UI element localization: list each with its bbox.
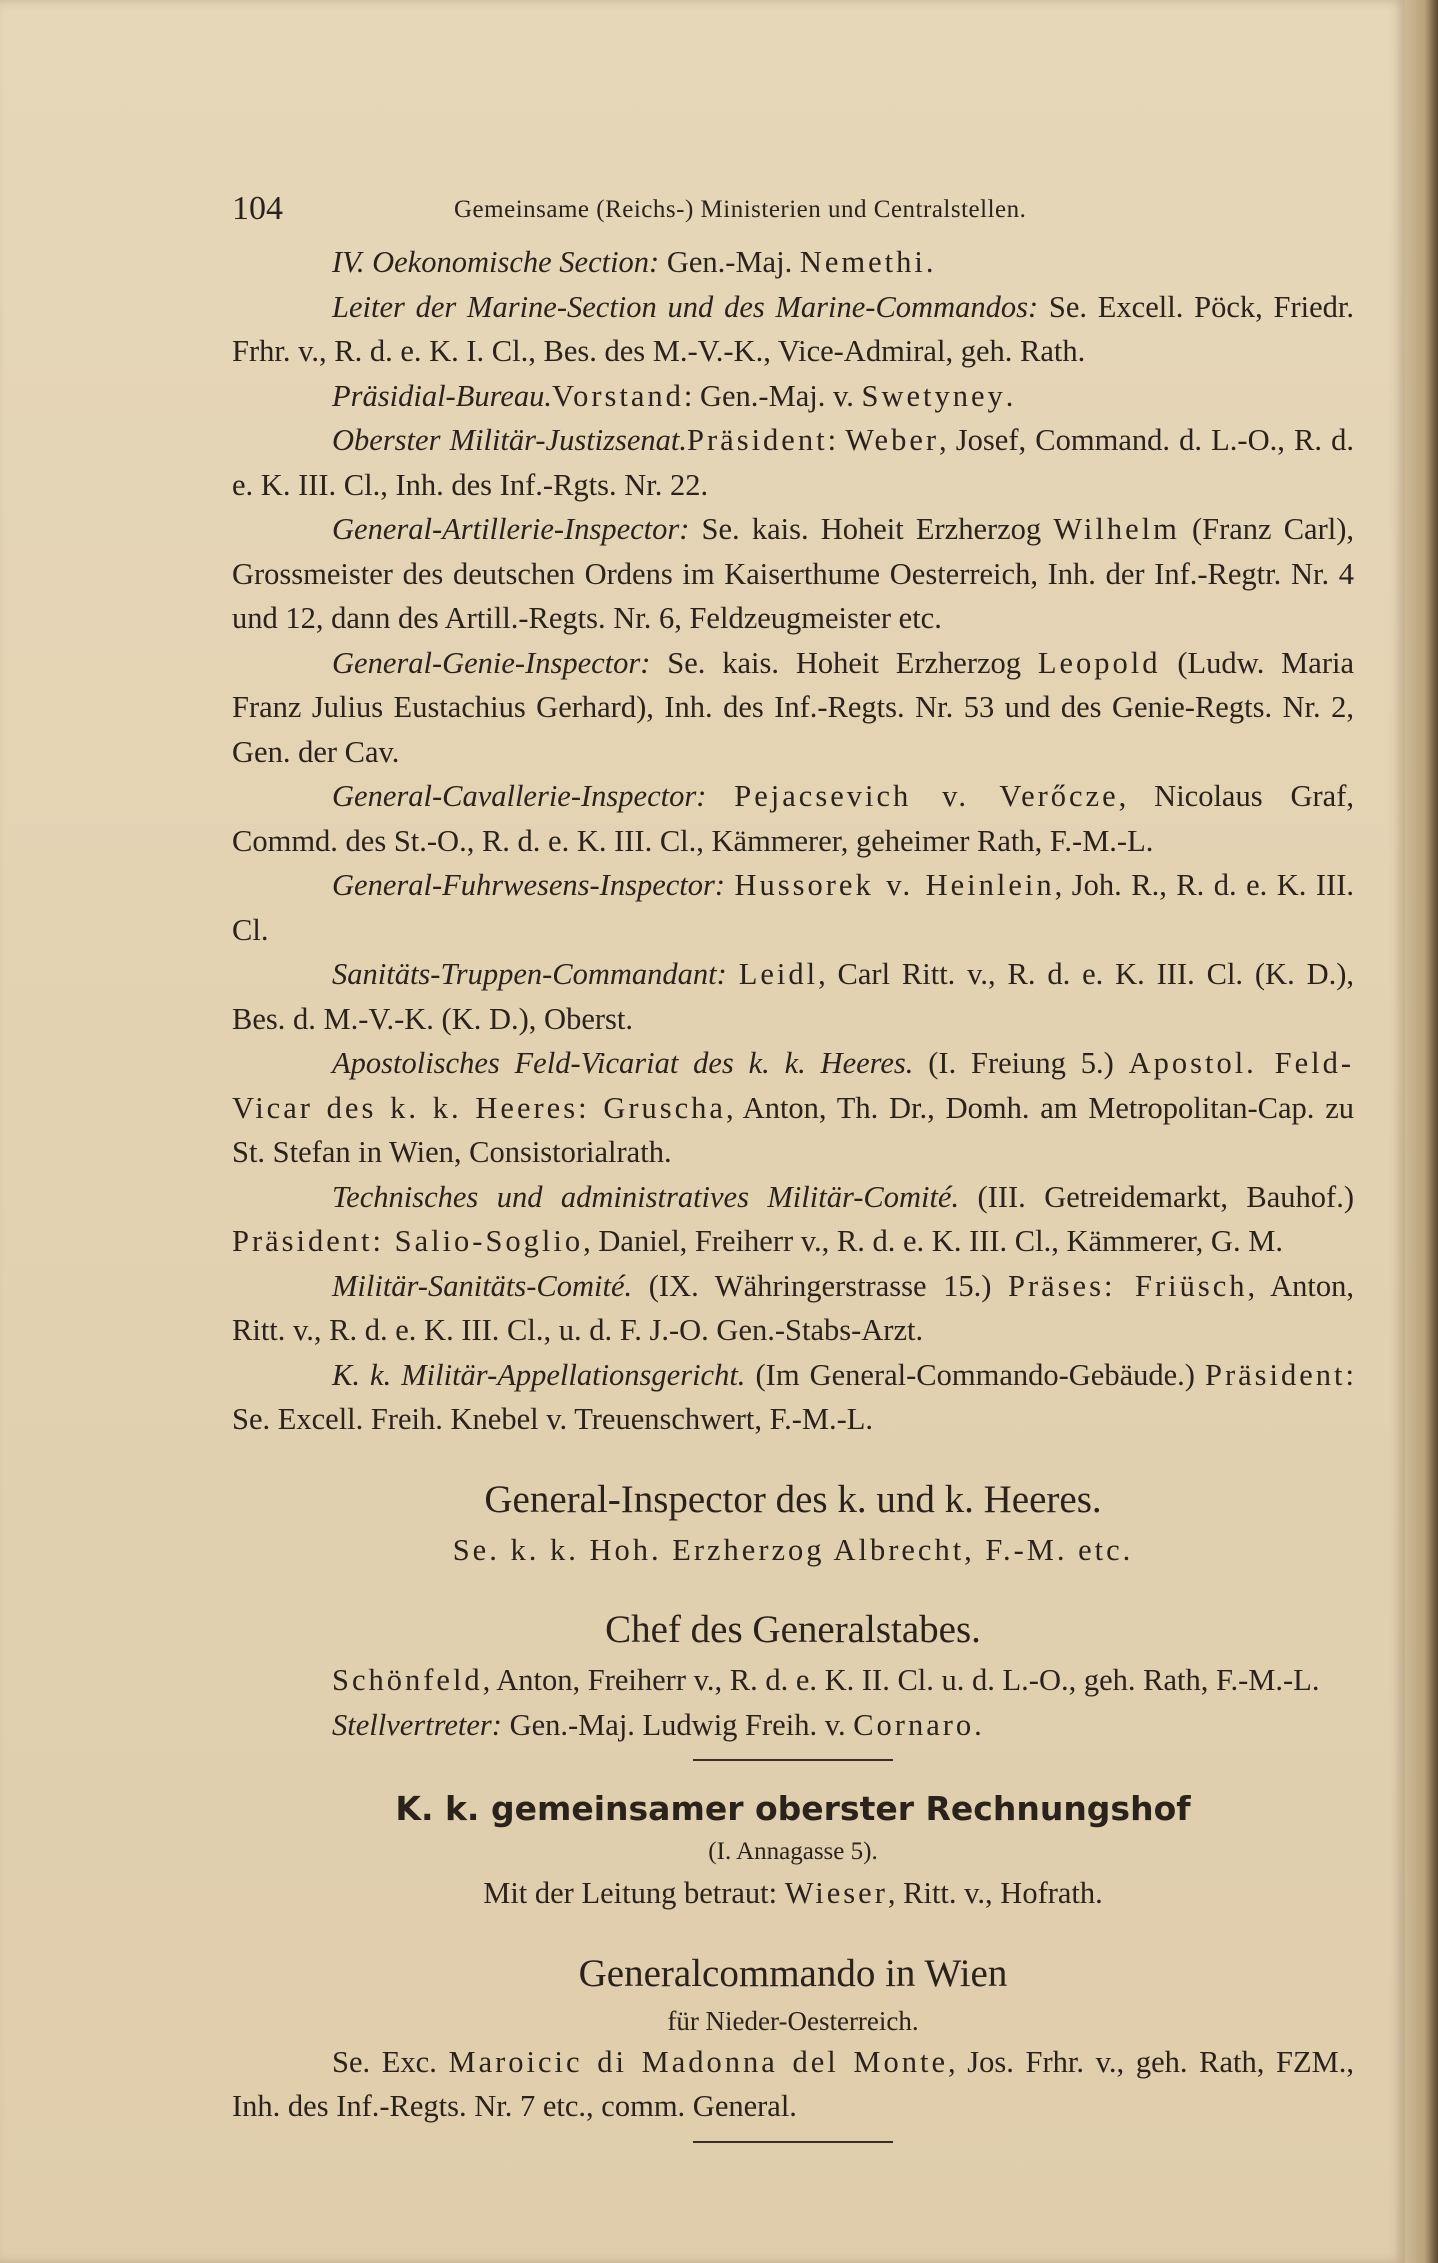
entry-name: Wilhelm (1053, 512, 1180, 546)
entry-name: Nemethi (799, 245, 926, 279)
page-header (232, 180, 1354, 240)
entry-title: Sanitäts-Truppen-Commandant: (332, 957, 727, 991)
entry-title: General-Genie-Inspector: (332, 645, 651, 680)
entry-name: Weber (845, 423, 940, 457)
entry-text: (Ludw. Maria Franz Julius Eustachius Gerhard), Inh. des Inf.-Regts. Nr. 53 und des Genie-Regts. Nr. 2, Gen. der Cav. (232, 645, 1354, 769)
entry-label: Vorstand (551, 378, 684, 413)
entry-text: , Anton, Ritt. v., R. d. e. K. III. Cl., u. d. F. J.-O. Gen.-Stabs-Arzt. (232, 1268, 1354, 1347)
rechnungshof-line: Mit der Leitung betraut: Wieser, Ritt. v., Hofrath. (483, 1876, 1103, 1910)
entry-text: , Carl Ritt. v., R. d. e. K. III. Cl. (K. D.), Bes. d. M.-V.-K. (K. D.), Oberst. (232, 957, 1354, 1036)
entry (232, 774, 1354, 863)
entry-text (706, 779, 734, 813)
entry-title: K. k. Militär-Appellationsgericht. (332, 1357, 746, 1392)
entry-title: General-Fuhrwesens-Inspector: (332, 868, 726, 902)
entry-label: Präsident (687, 423, 828, 457)
entry-text: (III. Getreidemarkt, Bauhof.) (959, 1179, 1354, 1214)
entry-text: , Daniel, Freiherr v., R. d. e. K. III. Cl., Kämmerer, G. M. (583, 1224, 1283, 1258)
entry-name: Apostol. Feld-Vicar des k. k. Heeres: Gruscha (232, 1046, 1354, 1125)
entry-name: Leidl (738, 957, 819, 991)
generalcommando-entry: Se. Exc. Maroicic di Madonna del Monte, Jos. Frhr. v., geh. Rath, FZM., Inh. des Inf.-Regts. Nr. 7 etc., comm. General. (232, 2044, 1354, 2123)
generalcommando-heading: Generalcommando in Wien (578, 1951, 1008, 1995)
entry-text: . (1005, 378, 1014, 413)
entry-text: (IX. Währingerstrasse 15.) (632, 1268, 1009, 1303)
entry-name: Präses: Friüsch (1008, 1268, 1248, 1303)
entry (232, 285, 1354, 374)
deputy-name: Cornaro (853, 1707, 975, 1742)
rechnungshof-name: Wieser (784, 1876, 888, 1910)
rechnungshof-address: (I. Annagasse 5). (708, 1838, 878, 1865)
entry-title: Oberster Militär-Justizsenat. (332, 423, 688, 457)
entry-text: : (827, 423, 846, 457)
entry (232, 418, 1354, 507)
entry (232, 1041, 1354, 1175)
entry (232, 863, 1354, 952)
running-title: Gemeinsame (Reichs-) Ministerien und Centralstellen. (454, 196, 1027, 223)
chief-heading: Chef des Generalstabes. (605, 1608, 981, 1651)
generalcommando-sub: für Nieder-Oesterreich. (667, 2005, 919, 2036)
entry-name: Hussorek v. Heinlein (734, 868, 1055, 902)
rechnungshof-heading: K. k. gemeinsamer oberster Rechnungshof (395, 1789, 1191, 1828)
entry-title: General-Artillerie-Inspector: (332, 512, 690, 546)
entry (232, 1264, 1354, 1353)
entries-list (232, 240, 1354, 1442)
entry-name: Präsident: Salio-Soglio (232, 1224, 584, 1258)
page-content (232, 180, 1354, 2143)
entry-text: Se. Excell. Pöck, Friedr. Frhr. v., R. d. e. K. I. Cl., Bes. des M.-V.-K., Vice-Admiral, geh. Rath. (232, 289, 1354, 368)
chief-name: Schönfeld (332, 1663, 483, 1697)
entry-name: Swetyney (861, 378, 1006, 413)
entry-text: , Nicolaus Graf, Commd. des St.-O., R. d. e. K. III. Cl., Kämmerer, geheimer Rath, F.-M.-L. (232, 779, 1355, 858)
entry-text: , Josef, Command. d. L.-O., R. d. e. K. III. Cl., Inh. des Inf.-Rgts. Nr. 22. (232, 423, 1354, 502)
page-number: 104 (232, 190, 283, 227)
entry-title: Apostolisches Feld-Vicariat des k. k. Heeres. (332, 1046, 914, 1080)
entry-text (725, 868, 735, 902)
inspector-line: Se. k. k. Hoh. Erzherzog Albrecht, F.-M. etc. (452, 1532, 1134, 1567)
chief-text: , Anton, Freiherr v., R. d. e. K. II. Cl. u. d. L.-O., geh. Rath, F.-M.-L. (482, 1663, 1320, 1697)
entry-text: Se. kais. Hoheit Erzherzog (650, 645, 1038, 680)
entry (232, 952, 1354, 1041)
entry-text: , Anton, Th. Dr., Domh. am Metropolitan-Cap. zu St. Stefan in Wien, Consistorialrath. (232, 1090, 1354, 1169)
deputy-rest: Gen.-Maj. Ludwig Freih. v. (501, 1707, 854, 1742)
deputy-title: Stellvertreter: (332, 1707, 502, 1742)
entry-title: IV. Oekonomische Section: (332, 245, 660, 279)
book-edge (1405, 0, 1438, 2263)
chief-entry (232, 1658, 1354, 1703)
entry-text: Gen.-Maj. (659, 245, 800, 279)
entry (232, 1353, 1354, 1442)
divider (693, 1759, 893, 1761)
entry (232, 240, 1354, 285)
entry-text: (Franz Carl), Grossmeister des deutschen Ordens im Kaiserthume Oesterreich, Inh. der Inf.-Regtr. Nr. 4 und 12, dann des Artill.-Regts. Nr. 6, Feldzeugmeister etc. (232, 512, 1354, 635)
entry-text: Se. kais. Hoheit Erzherzog (689, 512, 1054, 546)
entry-text: (Im General-Commando-Gebäude.) (745, 1357, 1205, 1392)
entry-text: : Gen.-Maj. v. (683, 378, 862, 413)
entry-name: Präsident (1205, 1357, 1346, 1392)
generalcommando-name: Maroicic di Madonna del Monte (448, 2044, 948, 2079)
entry-text: . (925, 245, 934, 279)
entry (232, 1175, 1354, 1264)
entry-title: Präsidial-Bureau. (332, 378, 552, 413)
entry-text: : Se. Excell. Freih. Knebel v. Treuenschwert, F.-M.-L. (232, 1357, 1354, 1436)
entry-title: Leiter der Marine-Section und des Marine-Commandos: (332, 289, 1039, 324)
entry-name: Leopold (1037, 645, 1161, 680)
deputy-entry: Stellvertreter: Gen.-Maj. Ludwig Freih. v. Cornaro. (332, 1707, 982, 1742)
entry-title: Militär-Sanitäts-Comité. (332, 1268, 633, 1303)
inspector-heading: General-Inspector des k. und k. Heeres. (484, 1477, 1102, 1521)
entry-text: (I. Freiung 5.) (913, 1046, 1129, 1080)
entry (232, 641, 1354, 775)
entry-text: , Joh. R., R. d. e. K. III. Cl. (232, 868, 1355, 947)
entry-title: Technisches und administratives Militär-Comité. (332, 1179, 960, 1214)
entry-title: General-Cavallerie-Inspector: (332, 779, 707, 813)
end-divider (693, 2141, 893, 2143)
entry (232, 507, 1354, 641)
entry (232, 374, 1354, 419)
entry-name: Pejacsevich v. Verőcze (734, 779, 1119, 813)
entry-text (727, 957, 739, 991)
